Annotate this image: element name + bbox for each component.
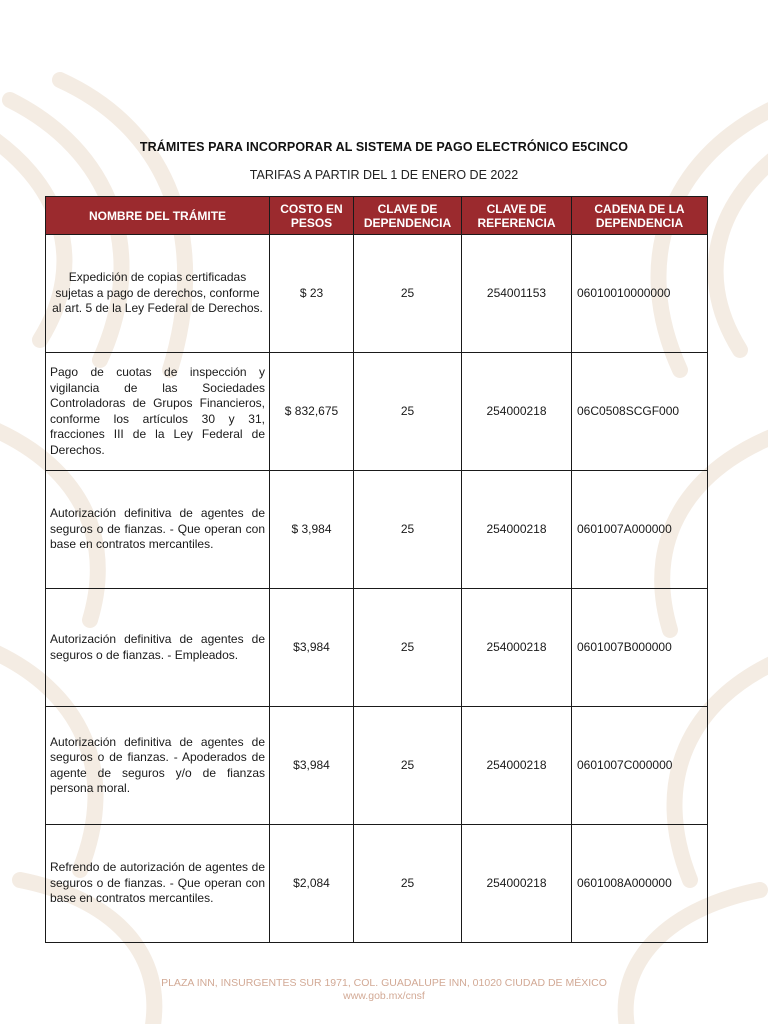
cell-dependency-key: 25 (354, 707, 462, 825)
cell-dependency-chain: 06010010000000 (572, 235, 708, 353)
cell-cost: $3,984 (270, 589, 354, 707)
cell-dependency-key: 25 (354, 471, 462, 589)
cell-dependency-chain: 0601007C000000 (572, 707, 708, 825)
cell-dependency-chain: 06C0508SCGF000 (572, 353, 708, 471)
table-header-row (46, 197, 708, 235)
footer-website-link[interactable]: www.gob.mx/cnsf (343, 990, 425, 1002)
cell-reference-key: 254000218 (462, 589, 572, 707)
cell-reference-key: 254000218 (462, 353, 572, 471)
cell-dependency-chain: 0601007B000000 (572, 589, 708, 707)
cell-reference-key: 254000218 (462, 471, 572, 589)
table-row (46, 235, 708, 353)
header-cost: COSTO EN PESOS (270, 197, 354, 235)
header-dependency-key: CLAVE DE DEPENDENCIA (354, 197, 462, 235)
cell-name: Pago de cuotas de inspección y vigilancia de las Sociedades Controladoras de Grupos Financieros, conforme los artículos 30 y 31, fracciones III de la Ley Federal de Derechos. (46, 353, 270, 471)
cell-reference-key: 254000218 (462, 825, 572, 943)
table-row (46, 825, 708, 943)
cell-cost: $ 23 (270, 235, 354, 353)
header-reference-key: CLAVE DE REFERENCIA (462, 197, 572, 235)
cell-cost: $2,084 (270, 825, 354, 943)
cell-reference-key: 254000218 (462, 707, 572, 825)
cell-dependency-key: 25 (354, 589, 462, 707)
document-subtitle: TARIFAS A PARTIR DEL 1 DE ENERO DE 2022 (249, 168, 519, 182)
cell-name: Refrendo de autorización de agentes de seguros o de fianzas. - Que operan con base en contratos mercantiles. (46, 825, 270, 943)
cell-name: Expedición de copias certificadas sujetas a pago de derechos, conforme al art. 5 de la Ley Federal de Derechos. (46, 235, 270, 353)
cell-name: Autorización definitiva de agentes de seguros o de fianzas. - Apoderados de agente de seguros y/o de fianzas persona moral. (46, 707, 270, 825)
cell-dependency-chain: 0601007A000000 (572, 471, 708, 589)
cell-reference-key: 254001153 (462, 235, 572, 353)
cell-name: Autorización definitiva de agentes de seguros o de fianzas. - Empleados. (46, 589, 270, 707)
cell-dependency-key: 25 (354, 235, 462, 353)
header-name: NOMBRE DEL TRÁMITE (46, 197, 270, 235)
cell-dependency-key: 25 (354, 353, 462, 471)
cell-cost: $3,984 (270, 707, 354, 825)
tramites-table (45, 196, 708, 943)
cell-dependency-key: 25 (354, 825, 462, 943)
document-title: TRÁMITES PARA INCORPORAR AL SISTEMA DE PAGO ELECTRÓNICO E5CINCO (139, 140, 629, 154)
cell-dependency-chain: 0601008A000000 (572, 825, 708, 943)
table-row (46, 353, 708, 471)
table-row (46, 589, 708, 707)
cell-cost: $ 832,675 (270, 353, 354, 471)
header-dependency-chain: CADENA DE LA DEPENDENCIA (572, 197, 708, 235)
table-row (46, 471, 708, 589)
cell-cost: $ 3,984 (270, 471, 354, 589)
footer-address: PLAZA INN, INSURGENTES SUR 1971, COL. GUADALUPE INN, 01020 CIUDAD DE MÉXICO (161, 977, 607, 989)
cell-name: Autorización definitiva de agentes de seguros o de fianzas. - Que operan con base en contratos mercantiles. (46, 471, 270, 589)
table-row (46, 707, 708, 825)
